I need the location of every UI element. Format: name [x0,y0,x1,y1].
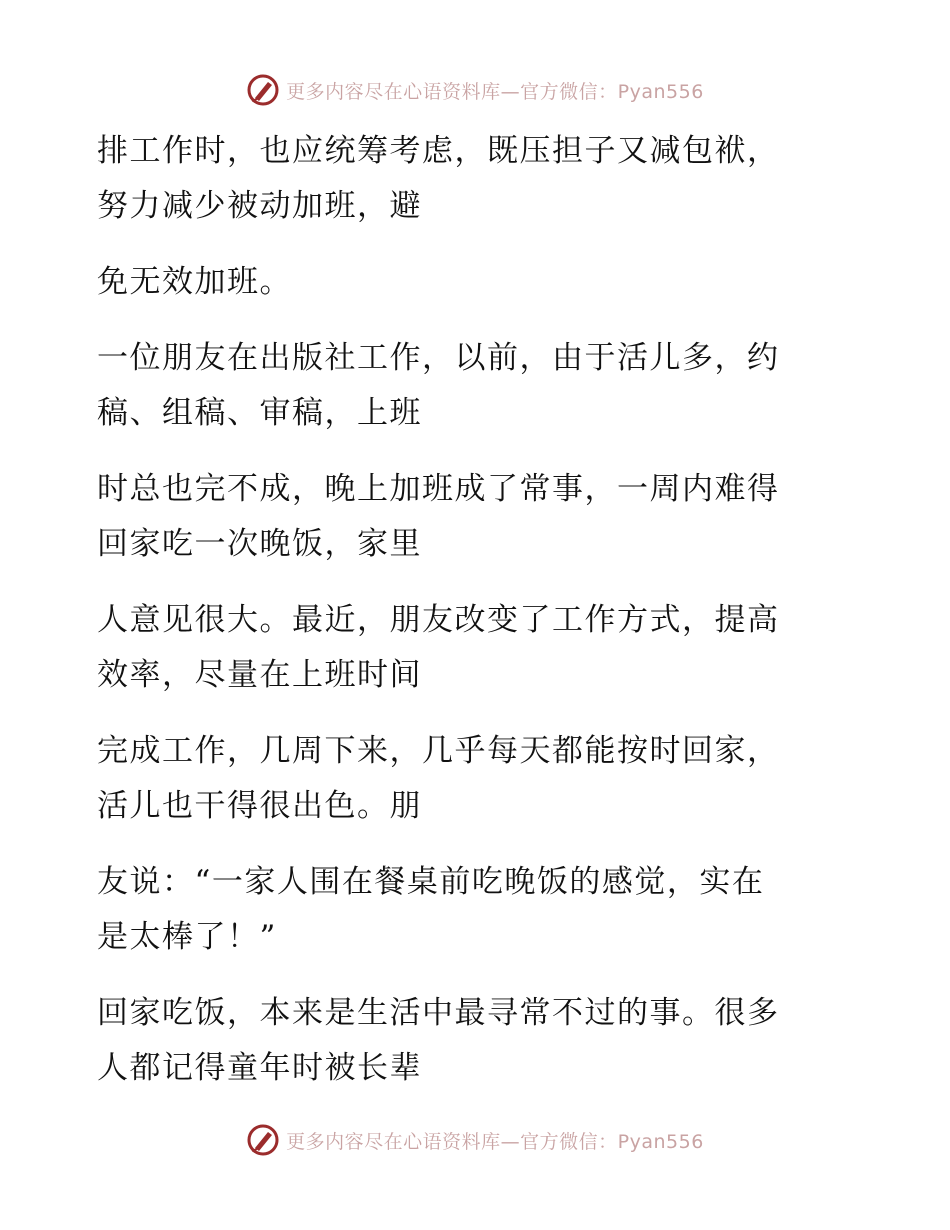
paragraph [97,331,837,441]
paragraph-line: 努力减少被动加班，避 [97,188,422,224]
header-banner-text: 更多内容尽在心语资料库—官方微信：Pyan556 [286,80,704,103]
paragraph-line: 友说：“一家人围在餐桌前吃晚饭的感觉，实在 [97,864,765,900]
paragraph [97,255,837,310]
paragraph-line: 免无效加班。 [97,264,292,300]
paragraph-line: 回家吃一次晚饭，家里 [97,526,422,562]
paragraph [97,124,837,234]
footer-banner-text: 更多内容尽在心语资料库—官方微信：Pyan556 [286,1130,704,1153]
footer-banner [0,1120,950,1160]
paragraph [97,855,837,965]
paragraph-line: 回家吃饭，本来是生活中最寻常不过的事。很多 [97,995,780,1031]
paragraph-line: 排工作时，也应统筹考虑，既压担子又减包袱， [97,133,780,169]
paragraph-line: 是太棒了！” [97,919,277,955]
paragraph [97,986,837,1096]
paragraph-line: 一位朋友在出版社工作，以前，由于活儿多，约 [97,340,780,376]
paragraph [97,724,837,834]
pen-logo-icon [246,73,280,107]
paragraph-line: 人意见很大。最近，朋友改变了工作方式，提高 [97,602,780,638]
paragraph-line: 时总也完不成，晚上加班成了常事，一周内难得 [97,471,780,507]
pen-logo-icon [246,1123,280,1157]
document-body [97,124,837,1117]
paragraph [97,462,837,572]
paragraph [97,593,837,703]
paragraph-line: 稿、组稿、审稿，上班 [97,395,422,431]
paragraph-line: 活儿也干得很出色。朋 [97,788,422,824]
header-banner [0,70,950,110]
paragraph-line: 效率，尽量在上班时间 [97,657,422,693]
paragraph-line: 人都记得童年时被长辈 [97,1050,422,1086]
paragraph-line: 完成工作，几周下来，几乎每天都能按时回家， [97,733,780,769]
